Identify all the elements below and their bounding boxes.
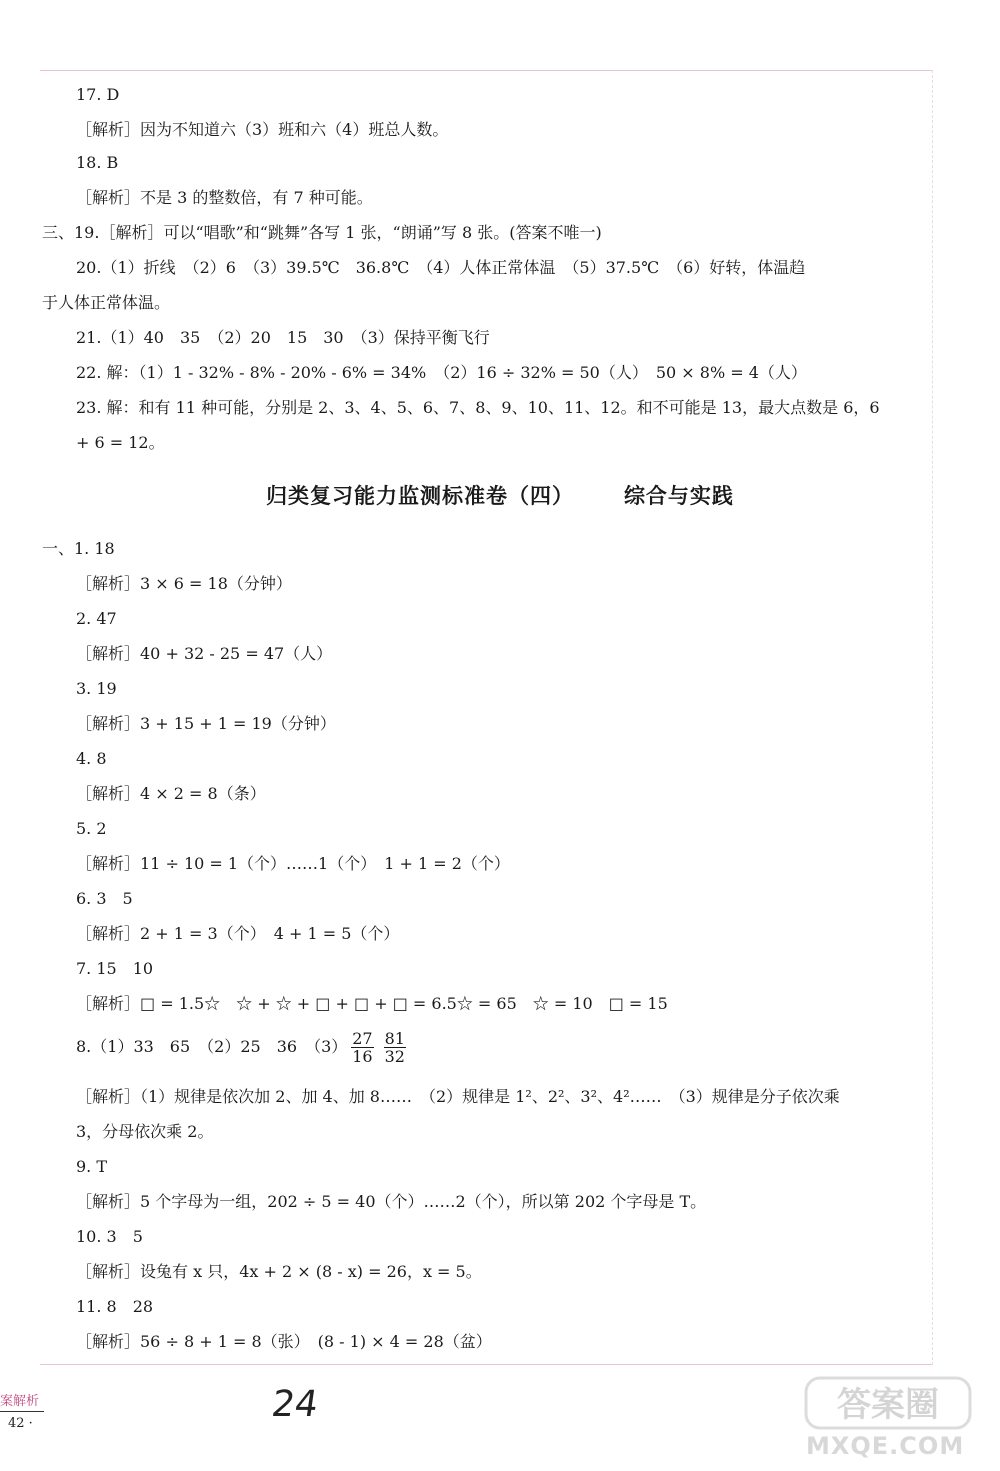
answer-line: 23. 解：和有 11 种可能，分别是 2、3、4、5、6、7、8、9、10、11、12。和不可能是 13，最大点数是 6，6: [76, 398, 880, 417]
answer-line: ［解析］11 ÷ 10 = 1（个）……1（个） 1 + 1 = 2（个）: [76, 854, 510, 873]
footer-section-label: 案解析: [0, 1394, 40, 1409]
answer-line: ［解析］4 × 2 = 8（条）: [76, 784, 266, 803]
bottom-rule: [40, 1364, 932, 1365]
answer-line: ［解析］□ = 1.5☆ ☆ + ☆ + □ + □ + □ = 6.5☆ = 65 ☆ = 10 □ = 15: [76, 994, 668, 1013]
answer-line: 21.（1）40 35 （2）20 15 30 （3）保持平衡飞行: [76, 328, 490, 347]
answer-line: ［解析］（1）规律是依次加 2、加 4、加 8…… （2）规律是 1²、2²、3²、4²…… （3）规律是分子依次乘: [76, 1087, 840, 1106]
answer-line: ［解析］3 + 15 + 1 = 19（分钟）: [76, 714, 336, 733]
answer-line: ［解析］3 × 6 = 18（分钟）: [76, 574, 292, 593]
answer-line: ［解析］不是 3 的整数倍，有 7 种可能。: [76, 188, 373, 207]
answer-line: ［解析］2 + 1 = 3（个） 4 + 1 = 5（个）: [76, 924, 400, 943]
answer-line: ［解析］设兔有 x 只，4x + 2 × (8 - x) = 26，x = 5。: [76, 1262, 482, 1281]
fraction-denominator: 16: [352, 1047, 373, 1066]
fraction-denominator: 32: [384, 1047, 405, 1066]
answer-line: ［解析］5 个字母为一组，202 ÷ 5 = 40（个）……2（个），所以第 202 个字母是 T。: [76, 1192, 707, 1211]
fraction-81-32: [384, 1030, 406, 1065]
answer-line: 9. T: [76, 1157, 108, 1176]
answer-line: 三、19.［解析］可以“唱歌”和“跳舞”各写 1 张，“朗诵”写 8 张。(答案不唯一): [42, 223, 602, 242]
answer-line: 3. 19: [76, 679, 117, 698]
handwritten-number: 24: [269, 1384, 321, 1425]
watermark-logo: [804, 1374, 972, 1432]
q8-text: 8.（1）33 65 （2）25 36 （3）: [76, 1037, 348, 1056]
answer-line: 6. 3 5: [76, 889, 133, 908]
answer-line: 2. 47: [76, 609, 117, 628]
answer-line: 22. 解：（1）1 - 32% - 8% - 20% - 6% = 34% （2）16 ÷ 32% = 50（人） 50 × 8% = 4（人）: [76, 363, 807, 382]
answer-line: 11. 8 28: [76, 1297, 154, 1316]
section-title-sub: 综合与实践: [623, 484, 734, 508]
answer-line: ［解析］40 + 32 - 25 = 47（人）: [76, 644, 333, 663]
answer-line-q8: [76, 1030, 406, 1065]
answer-line: 4. 8: [76, 749, 107, 768]
answer-line: 20.（1）折线 （2）6 （3）39.5℃ 36.8℃ （4）人体正常体温 （5）37.5℃ （6）好转，体温趋: [76, 258, 806, 277]
answer-line: ［解析］56 ÷ 8 + 1 = 8（张） (8 - 1) × 4 = 28（盆）: [76, 1332, 492, 1351]
page-number: 42 ·: [8, 1416, 33, 1431]
answer-line: 10. 3 5: [76, 1227, 143, 1246]
answer-line: 于人体正常体温。: [42, 293, 171, 312]
answer-line: 7. 15 10: [76, 959, 154, 978]
answer-line: ［解析］因为不知道六（3）班和六（4）班总人数。: [76, 120, 449, 139]
watermark-url: MXQE.COM: [806, 1432, 965, 1460]
footer-divider: [0, 1411, 44, 1412]
section-title-main: 归类复习能力监测标准卷（四）: [266, 484, 575, 508]
answer-line: + 6 = 12。: [76, 433, 165, 452]
top-rule: [40, 70, 932, 71]
answer-line: 3，分母依次乘 2。: [76, 1122, 214, 1141]
fraction-numerator: 81: [384, 1029, 405, 1048]
answer-line: 一、1. 18: [42, 539, 115, 558]
answer-line: 17. D: [76, 85, 120, 104]
watermark-logo-text: 答案圈: [837, 1385, 939, 1425]
fraction-27-16: [351, 1030, 373, 1065]
answer-line: 5. 2: [76, 819, 107, 838]
answer-line: 18. B: [76, 153, 119, 172]
fraction-numerator: 27: [352, 1029, 373, 1048]
section-title: [0, 480, 1000, 510]
right-margin-rule: [932, 70, 933, 1365]
